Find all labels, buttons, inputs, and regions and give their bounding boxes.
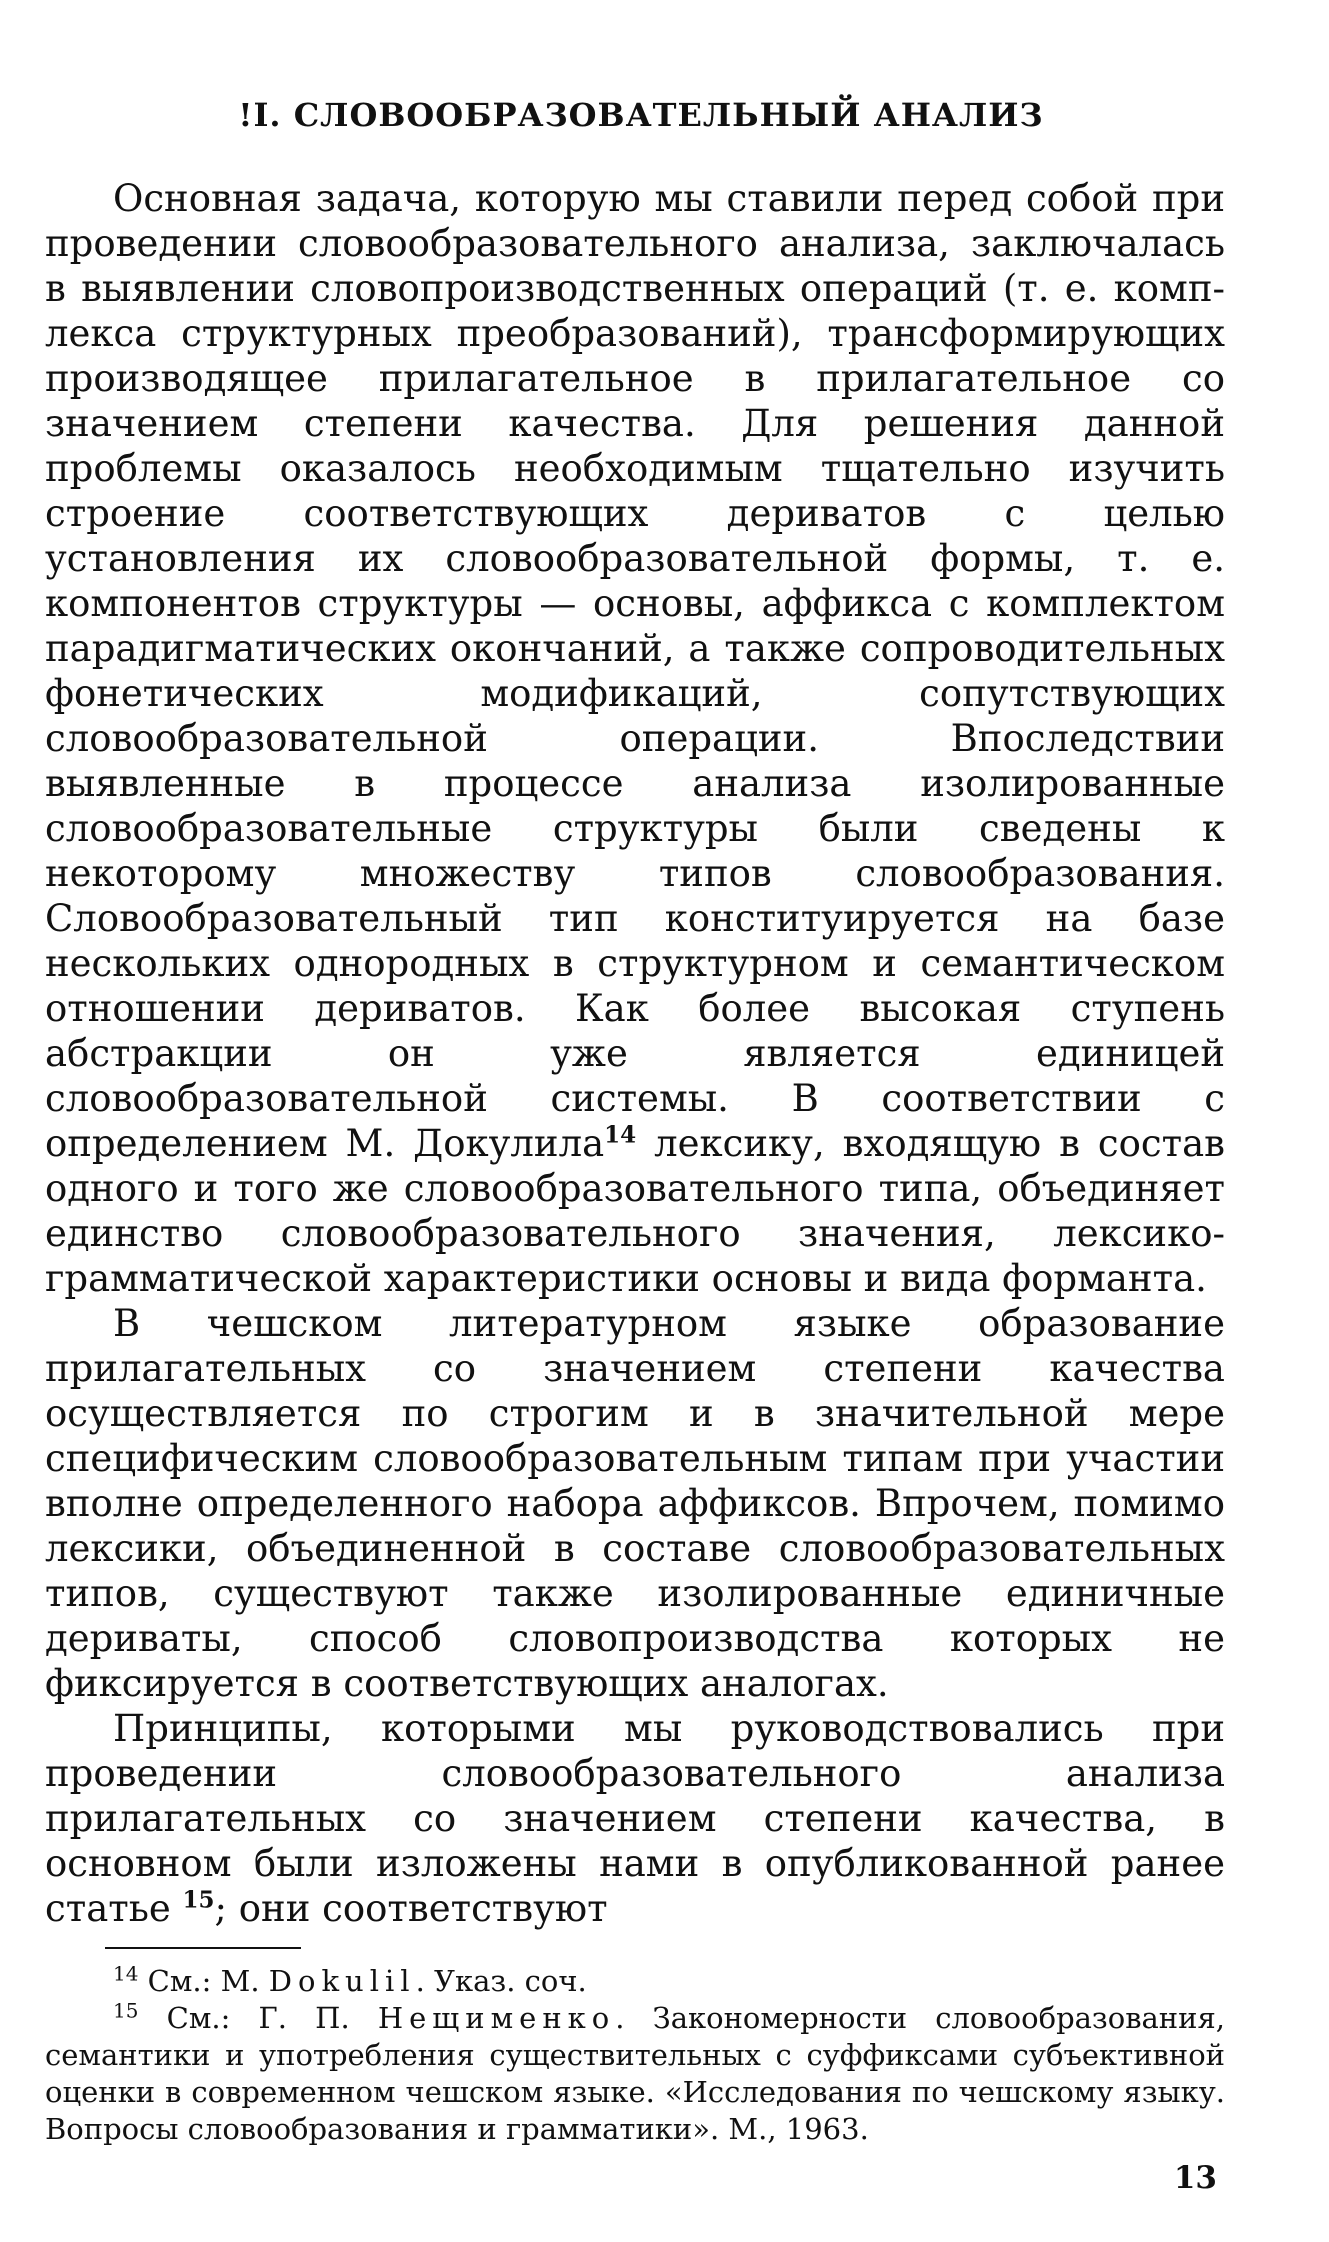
paragraph-3	[45, 1706, 1225, 1931]
footnote-15-rest: . Закономерности словообразования, семантики и употребления существительных с суффиксами субъективной оценки в современном чешском языке. «Исследования по чешскому языку. Вопросы словообразования и грамматики». М., 1963.	[45, 2001, 1225, 2146]
footnote-14	[45, 1963, 1225, 2000]
paragraph-3-text-cont: ; они соответствуют	[214, 1887, 608, 1930]
page-content	[45, 96, 1225, 2148]
footnote-14-author: Dokulil	[268, 1964, 416, 1998]
footnote-14-prefix: См.: М.	[147, 1964, 269, 1998]
footnote-15-prefix: См.: Г. П.	[166, 2001, 378, 2035]
footnote-15-number: 15	[113, 1998, 139, 2023]
page-number: 13	[1173, 2160, 1217, 2196]
paragraph-1-text: Основная задача, которую мы ставили перед собой при проведении словообразовательного анализа, заключалась в выявлении словопроизводственных операций (т. е. комп-лекса структурных преобразований), трансформирующих производящее прилагательное в прилагательное со значением степени качества. Для решения данной проблемы оказалось необходимым тщательно изучить строение соответствующих дериватов с целью установления их словообразовательной формы, т. е. компонентов структуры — основы, аффикса с комплектом парадигматических окончаний, а также сопроводительных фонетических модификаций, сопутствующих словообразовательной операции. Впоследствии выявленные в процессе анализа изолированные словообразовательные структуры были сведены к некоторому множеству типов словообразования. Словообразовательный тип конституируется на базе нескольких однородных в структурном и семантическом отношении дериватов. Как более высокая ступень абстракции он уже является единицей словообразовательной системы. В соответствии с определением М. Докулила	[45, 177, 1225, 1165]
paragraph-3-text: Принципы, которыми мы руководствовались при проведении словообразовательного анализа прилагательных со значением степени качества, в основном были изложены нами в опубликованной ранее статье	[45, 1707, 1225, 1930]
body-text	[45, 176, 1225, 1931]
footnote-ref-14: 14	[604, 1121, 637, 1149]
paragraph-2	[45, 1301, 1225, 1706]
footnote-15	[45, 2000, 1225, 2148]
footnote-ref-15: 15	[182, 1886, 215, 1914]
paragraph-1	[45, 176, 1225, 1301]
footnote-15-author: Нещименко	[377, 2001, 616, 2035]
section-heading: !I. СЛОВООБРАЗОВАТЕЛЬНЫЙ АНАЛИЗ	[238, 96, 1044, 134]
paragraph-1-text-cont: лексику, входящую в состав одного и того же словообразовательного типа, объединяет единство словообразовательного значения, лексико-грамматической характеристики основы и вида форманта.	[45, 1122, 1225, 1300]
footnote-divider	[105, 1947, 301, 1949]
footnote-14-number: 14	[113, 1961, 139, 1986]
footnote-14-rest: . Указ. соч.	[415, 1964, 587, 1998]
paragraph-2-text: В чешском литературном языке образование прилагательных со значением степени качества осуществляется по строгим и в значительной мере специфическим словообразовательным типам при участии вполне определенного набора аффиксов. Впрочем, помимо лексики, объединенной в составе словообразовательных типов, существуют также изолированные единичные дериваты, способ словопроизводства которых не фиксируется в соответствующих аналогах.	[45, 1302, 1225, 1705]
footnotes	[45, 1963, 1225, 2148]
